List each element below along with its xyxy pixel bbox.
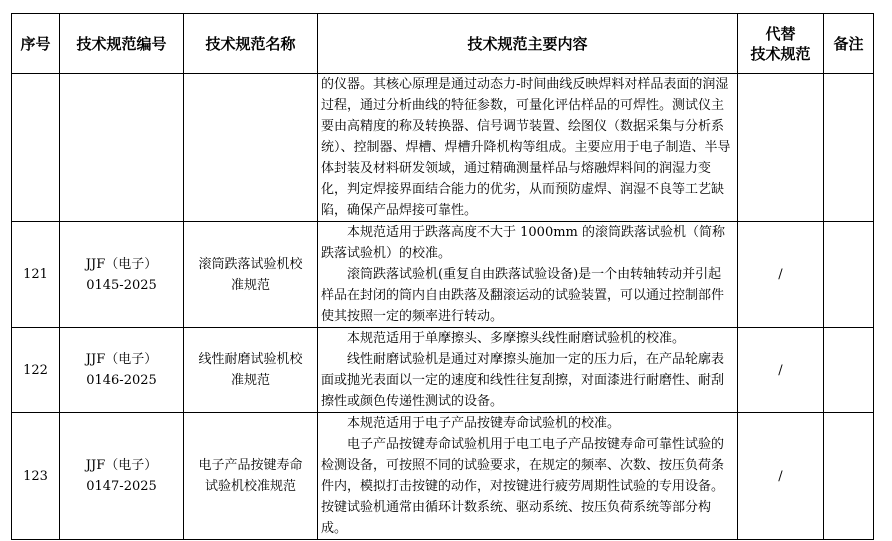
row-code-line1: JJF（电子） <box>85 352 158 367</box>
header-code: 技术规范编号 <box>60 14 184 74</box>
row-content <box>318 413 738 540</box>
row-note <box>824 74 874 222</box>
row-name-line2: 试验机校准规范 <box>204 479 296 494</box>
header-replace-line1: 代替 <box>765 24 796 43</box>
row-note <box>824 222 874 328</box>
table-row <box>12 74 874 222</box>
header-seq: 序号 <box>12 14 60 74</box>
row-code <box>60 413 184 540</box>
row-code-line2: 0147-2025 <box>86 479 157 494</box>
row-note <box>824 328 874 413</box>
row-note <box>824 413 874 540</box>
row-content-paragraph: 线性耐磨试验机是通过对摩擦头施加一定的压力后，在产品轮廓表面或抛光表面以一定的速度和线性往复刮擦，对面漆进行耐磨性、耐刮擦性或颜色传递性测试的设备。 <box>321 352 725 409</box>
row-code-line1: JJF（电子） <box>85 458 158 473</box>
row-replace: / <box>738 222 824 328</box>
header-note: 备注 <box>824 14 874 74</box>
row-seq: 121 <box>12 222 60 328</box>
row-content <box>318 222 738 328</box>
row-seq: 123 <box>12 413 60 540</box>
row-name <box>184 413 318 540</box>
table-row <box>12 222 874 328</box>
row-code-line2: 0145-2025 <box>86 277 157 293</box>
row-content-paragraph: 本规范适用于单摩擦头、多摩擦头线性耐磨试验机的校准。 <box>347 331 686 346</box>
table-row <box>12 413 874 540</box>
row-code-line2: 0146-2025 <box>86 373 157 388</box>
header-replace-line2: 技术规范 <box>750 44 811 63</box>
table-row <box>12 328 874 413</box>
row-replace <box>738 74 824 222</box>
row-seq: 122 <box>12 328 60 413</box>
row-code <box>60 74 184 222</box>
row-content-paragraph: 滚筒跌落试验机(重复自由跌落试验设备)是一个由转轴转动并引起样品在封闭的筒内自由跌落及翻滚运动的试验装置，可以通过控制部件使其按照一定的频率进行转动。 <box>321 267 725 324</box>
row-name <box>184 74 318 222</box>
spec-table <box>11 13 874 540</box>
row-name-line2: 准规范 <box>230 277 270 293</box>
row-name-line1: 线性耐磨试验机校 <box>198 352 303 367</box>
row-name <box>184 328 318 413</box>
row-content-paragraph: 本规范适用于跌落高度不大于 1000mm 的滚筒跌落试验机（简称跌落试验机）的校准。 <box>321 225 726 261</box>
header-name: 技术规范名称 <box>184 14 318 74</box>
row-content-paragraph: 的仪器。其核心原理是通过动态力-时间曲线反映焊料对样品表面的润湿过程，通过分析曲线的特征参数，可量化评估样品的可焊性。测试仪主要由高精度的称及转换器、信号调节装置、绘图仪（数据采集与分析系统）、控制器、焊槽、焊槽升降机构等组成。主要应用于电子制造、半导体封装及材料研发领域，通过精确测量样品与熔融焊料间的润湿力变化，判定焊接界面结合能力的优劣，从而预防虚焊、润湿不良等工艺缺陷，确保产品焊接可靠性。 <box>321 77 731 218</box>
row-code <box>60 328 184 413</box>
row-name-line1: 滚筒跌落试验机校 <box>198 256 303 272</box>
row-replace: / <box>738 413 824 540</box>
row-replace: / <box>738 328 824 413</box>
row-seq <box>12 74 60 222</box>
header-row <box>12 14 874 74</box>
row-content <box>318 74 738 222</box>
row-name-line2: 准规范 <box>230 373 270 388</box>
header-content: 技术规范主要内容 <box>318 14 738 74</box>
row-content-paragraph: 电子产品按键寿命试验机用于电工电子产品按键寿命可靠性试验的检测设备，可按照不同的试验要求，在规定的频率、次数、按压负荷条件内，模拟打击按键的动作，对按键进行疲劳周期性试验的专用设备。按键试验机通常由循环计数系统、驱动系统、按压负荷系统等部分构成。 <box>321 437 725 536</box>
row-code <box>60 222 184 328</box>
row-name <box>184 222 318 328</box>
row-code-line1: JJF（电子） <box>85 256 158 272</box>
row-name-line1: 电子产品按键寿命 <box>198 458 303 473</box>
row-content <box>318 328 738 413</box>
header-replace <box>738 14 824 74</box>
row-content-paragraph: 本规范适用于电子产品按键寿命试验机的校准。 <box>347 416 621 431</box>
